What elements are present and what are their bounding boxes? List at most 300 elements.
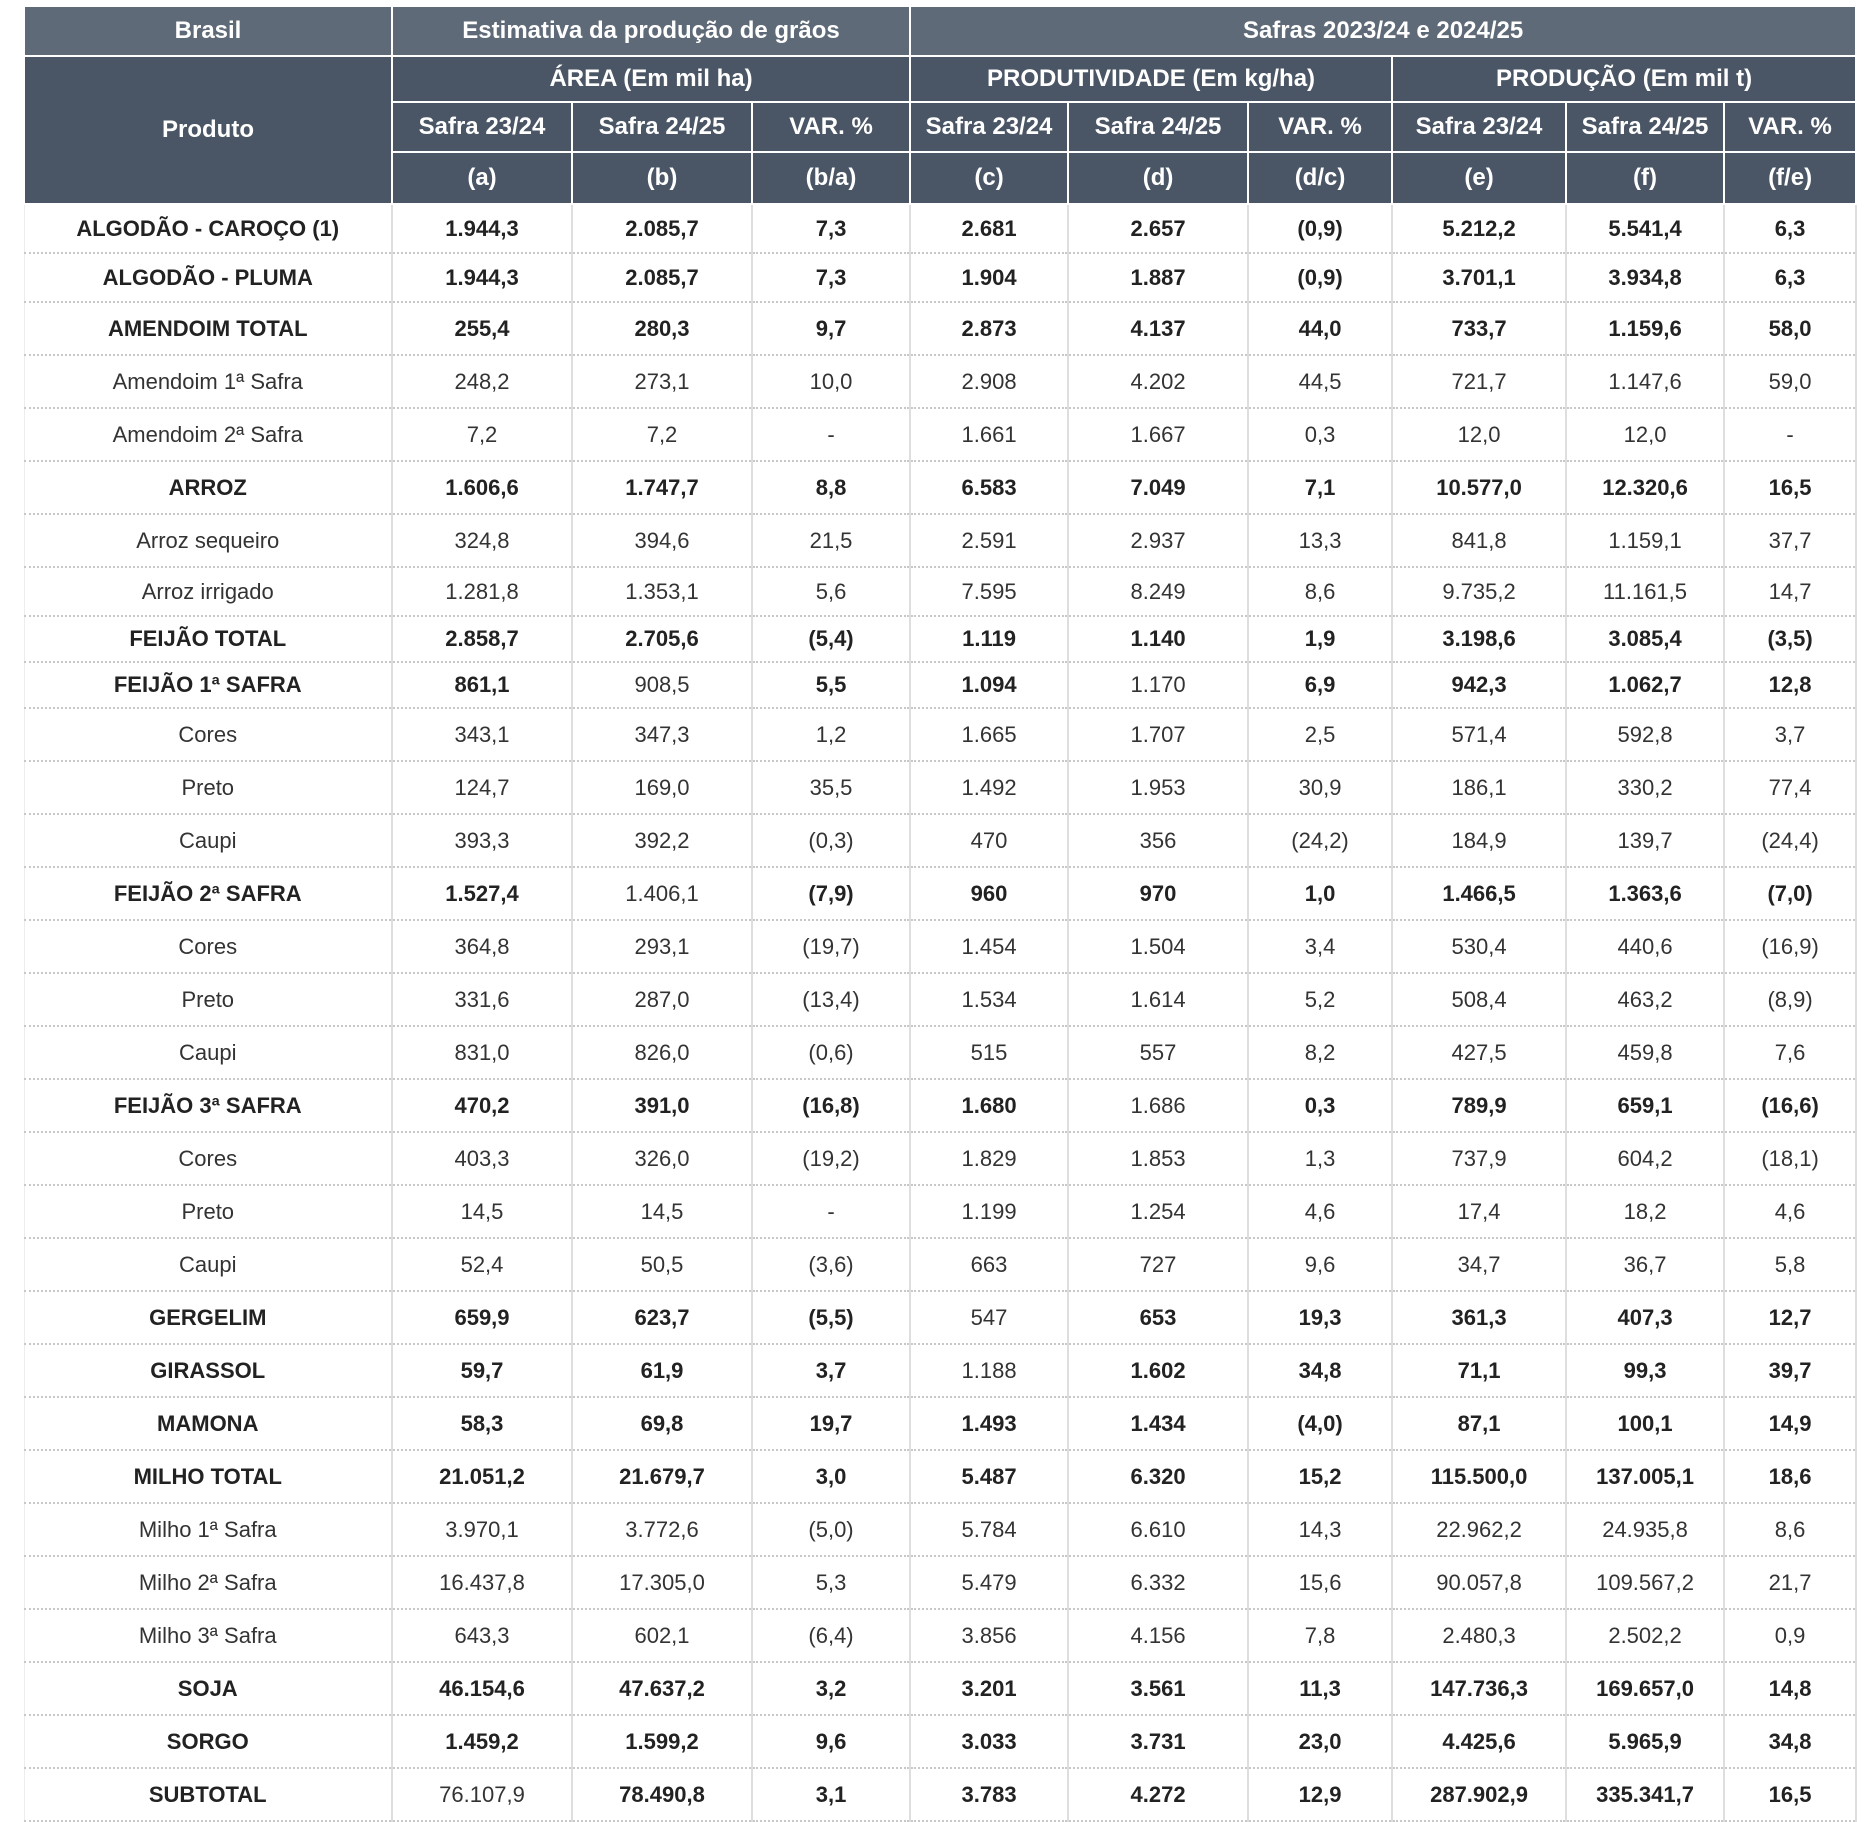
value-cell: 109.567,2	[1566, 1556, 1724, 1609]
value-cell: 604,2	[1566, 1132, 1724, 1185]
value-cell: 3.731	[1068, 1715, 1248, 1768]
value-cell: 8,2	[1248, 1026, 1392, 1079]
product-name-cell: FEIJÃO 3ª SAFRA	[24, 1079, 392, 1132]
value-cell: 1.353,1	[572, 567, 752, 616]
value-cell: 1.599,2	[572, 1715, 752, 1768]
product-name-cell: Preto	[24, 761, 392, 814]
table-row	[24, 1556, 1856, 1609]
value-cell: 3.561	[1068, 1662, 1248, 1715]
value-cell: 17,4	[1392, 1185, 1566, 1238]
value-cell: 9,6	[752, 1715, 910, 1768]
grain-production-table-container	[23, 5, 1855, 1822]
value-cell: 343,1	[392, 708, 572, 761]
value-cell: 1.602	[1068, 1344, 1248, 1397]
value-cell: 12,7	[1724, 1291, 1856, 1344]
value-cell: 330,2	[1566, 761, 1724, 814]
value-cell: 19,3	[1248, 1291, 1392, 1344]
value-cell: 14,5	[392, 1185, 572, 1238]
value-cell: 356	[1068, 814, 1248, 867]
value-cell: 393,3	[392, 814, 572, 867]
value-cell: 1.119	[910, 616, 1068, 662]
value-cell: 942,3	[1392, 662, 1566, 708]
value-cell: 1.829	[910, 1132, 1068, 1185]
value-cell: 280,3	[572, 302, 752, 355]
value-cell: (7,0)	[1724, 867, 1856, 920]
value-cell: 364,8	[392, 920, 572, 973]
value-cell: 8,8	[752, 461, 910, 514]
value-cell: 7,1	[1248, 461, 1392, 514]
value-cell: (24,2)	[1248, 814, 1392, 867]
value-cell: (24,4)	[1724, 814, 1856, 867]
header-area-var: VAR. %	[752, 102, 910, 152]
value-cell: 8,6	[1248, 567, 1392, 616]
value-cell: 1,2	[752, 708, 910, 761]
value-cell: 9.735,2	[1392, 567, 1566, 616]
value-cell: 1.454	[910, 920, 1068, 973]
value-cell: 459,8	[1566, 1026, 1724, 1079]
header-produto: Produto	[24, 56, 392, 204]
value-cell: 7,8	[1248, 1609, 1392, 1662]
value-cell: 7,2	[392, 408, 572, 461]
value-cell: 0,3	[1248, 408, 1392, 461]
table-row	[24, 1397, 1856, 1450]
header-area-safra2324: Safra 23/24	[392, 102, 572, 152]
header-code-c: (c)	[910, 152, 1068, 204]
value-cell: 47.637,2	[572, 1662, 752, 1715]
product-name-cell: Milho 2ª Safra	[24, 1556, 392, 1609]
value-cell: 1,9	[1248, 616, 1392, 662]
value-cell: 3.033	[910, 1715, 1068, 1768]
table-row	[24, 1344, 1856, 1397]
value-cell: 2.705,6	[572, 616, 752, 662]
table-row	[24, 1503, 1856, 1556]
table-row	[24, 355, 1856, 408]
value-cell: 1.606,6	[392, 461, 572, 514]
table-row	[24, 867, 1856, 920]
header-producao: PRODUÇÃO (Em mil t)	[1392, 56, 1856, 102]
table-body	[24, 204, 1856, 1821]
value-cell: 169.657,0	[1566, 1662, 1724, 1715]
header-producao-safra2425: Safra 24/25	[1566, 102, 1724, 152]
value-cell: 1.534	[910, 973, 1068, 1026]
value-cell: 1.406,1	[572, 867, 752, 920]
value-cell: 1.159,6	[1566, 302, 1724, 355]
value-cell: 7,3	[752, 204, 910, 253]
value-cell: (4,0)	[1248, 1397, 1392, 1450]
value-cell: 169,0	[572, 761, 752, 814]
value-cell: 403,3	[392, 1132, 572, 1185]
product-name-cell: GERGELIM	[24, 1291, 392, 1344]
header-produtividade: PRODUTIVIDADE (Em kg/ha)	[910, 56, 1392, 102]
value-cell: 826,0	[572, 1026, 752, 1079]
value-cell: 44,5	[1248, 355, 1392, 408]
value-cell: (3,5)	[1724, 616, 1856, 662]
value-cell: (7,9)	[752, 867, 910, 920]
value-cell: 1.667	[1068, 408, 1248, 461]
header-code-e: (e)	[1392, 152, 1566, 204]
value-cell: 1.493	[910, 1397, 1068, 1450]
value-cell: 2.908	[910, 355, 1068, 408]
value-cell: 273,1	[572, 355, 752, 408]
value-cell: 59,7	[392, 1344, 572, 1397]
value-cell: 8,6	[1724, 1503, 1856, 1556]
value-cell: 50,5	[572, 1238, 752, 1291]
product-name-cell: ARROZ	[24, 461, 392, 514]
value-cell: 23,0	[1248, 1715, 1392, 1768]
value-cell: 16.437,8	[392, 1556, 572, 1609]
table-row	[24, 1238, 1856, 1291]
value-cell: 7,6	[1724, 1026, 1856, 1079]
value-cell: 34,8	[1724, 1715, 1856, 1768]
value-cell: 908,5	[572, 662, 752, 708]
value-cell: 1.147,6	[1566, 355, 1724, 408]
value-cell: 248,2	[392, 355, 572, 408]
value-cell: (16,8)	[752, 1079, 910, 1132]
value-cell: 61,9	[572, 1344, 752, 1397]
header-code-d: (d)	[1068, 152, 1248, 204]
product-name-cell: Caupi	[24, 814, 392, 867]
product-name-cell: Preto	[24, 973, 392, 1026]
value-cell: 5,6	[752, 567, 910, 616]
value-cell: 147.736,3	[1392, 1662, 1566, 1715]
value-cell: 71,1	[1392, 1344, 1566, 1397]
table-row	[24, 973, 1856, 1026]
value-cell: 463,2	[1566, 973, 1724, 1026]
value-cell: -	[752, 1185, 910, 1238]
value-cell: 21,5	[752, 514, 910, 567]
value-cell: 1.953	[1068, 761, 1248, 814]
header-estimativa: Estimativa da produção de grãos	[392, 6, 910, 56]
table-row	[24, 1026, 1856, 1079]
value-cell: 4,6	[1724, 1185, 1856, 1238]
value-cell: 1.665	[910, 708, 1068, 761]
value-cell: 8.249	[1068, 567, 1248, 616]
value-cell: 4.156	[1068, 1609, 1248, 1662]
value-cell: 58,3	[392, 1397, 572, 1450]
value-cell: 52,4	[392, 1238, 572, 1291]
value-cell: 659,1	[1566, 1079, 1724, 1132]
value-cell: 35,5	[752, 761, 910, 814]
value-cell: 14,5	[572, 1185, 752, 1238]
value-cell: 1.614	[1068, 973, 1248, 1026]
value-cell: (19,7)	[752, 920, 910, 973]
value-cell: 3.934,8	[1566, 253, 1724, 302]
value-cell: 721,7	[1392, 355, 1566, 408]
value-cell: 19,7	[752, 1397, 910, 1450]
value-cell: 14,7	[1724, 567, 1856, 616]
value-cell: 3,2	[752, 1662, 910, 1715]
value-cell: 3.772,6	[572, 1503, 752, 1556]
product-name-cell: Preto	[24, 1185, 392, 1238]
value-cell: 7.049	[1068, 461, 1248, 514]
value-cell: 1.492	[910, 761, 1068, 814]
value-cell: 24.935,8	[1566, 1503, 1724, 1556]
value-cell: 58,0	[1724, 302, 1856, 355]
value-cell: (16,6)	[1724, 1079, 1856, 1132]
value-cell: 77,4	[1724, 761, 1856, 814]
value-cell: (5,5)	[752, 1291, 910, 1344]
value-cell: 392,2	[572, 814, 752, 867]
value-cell: (0,3)	[752, 814, 910, 867]
value-cell: 100,1	[1566, 1397, 1724, 1450]
value-cell: 137.005,1	[1566, 1450, 1724, 1503]
value-cell: 1.254	[1068, 1185, 1248, 1238]
value-cell: 21,7	[1724, 1556, 1856, 1609]
value-cell: 3.701,1	[1392, 253, 1566, 302]
value-cell: 21.679,7	[572, 1450, 752, 1503]
value-cell: -	[1724, 408, 1856, 461]
value-cell: 3.970,1	[392, 1503, 572, 1556]
value-cell: 14,3	[1248, 1503, 1392, 1556]
value-cell: 37,7	[1724, 514, 1856, 567]
table-row	[24, 461, 1856, 514]
value-cell: 2.937	[1068, 514, 1248, 567]
table-row	[24, 253, 1856, 302]
value-cell: 5.784	[910, 1503, 1068, 1556]
value-cell: 0,3	[1248, 1079, 1392, 1132]
product-name-cell: Caupi	[24, 1026, 392, 1079]
value-cell: (19,2)	[752, 1132, 910, 1185]
value-cell: 13,3	[1248, 514, 1392, 567]
value-cell: 15,6	[1248, 1556, 1392, 1609]
value-cell: 3,7	[752, 1344, 910, 1397]
product-name-cell: SORGO	[24, 1715, 392, 1768]
value-cell: 1.747,7	[572, 461, 752, 514]
value-cell: 1.140	[1068, 616, 1248, 662]
value-cell: 36,7	[1566, 1238, 1724, 1291]
value-cell: 335.341,7	[1566, 1768, 1724, 1821]
product-name-cell: MAMONA	[24, 1397, 392, 1450]
table-row	[24, 814, 1856, 867]
value-cell: 737,9	[1392, 1132, 1566, 1185]
value-cell: 361,3	[1392, 1291, 1566, 1344]
product-name-cell: ALGODÃO - CAROÇO (1)	[24, 204, 392, 253]
table-row	[24, 1079, 1856, 1132]
header-code-dc: (d/c)	[1248, 152, 1392, 204]
value-cell: (8,9)	[1724, 973, 1856, 1026]
value-cell: 139,7	[1566, 814, 1724, 867]
value-cell: 14,8	[1724, 1662, 1856, 1715]
table-row	[24, 662, 1856, 708]
value-cell: 4.137	[1068, 302, 1248, 355]
table-row	[24, 761, 1856, 814]
value-cell: 1.904	[910, 253, 1068, 302]
value-cell: 10.577,0	[1392, 461, 1566, 514]
value-cell: 1.944,3	[392, 204, 572, 253]
value-cell: 2.657	[1068, 204, 1248, 253]
value-cell: 18,6	[1724, 1450, 1856, 1503]
product-name-cell: SOJA	[24, 1662, 392, 1715]
grain-production-table	[23, 5, 1857, 1822]
header-code-a: (a)	[392, 152, 572, 204]
value-cell: 663	[910, 1238, 1068, 1291]
value-cell: 3.085,4	[1566, 616, 1724, 662]
product-name-cell: GIRASSOL	[24, 1344, 392, 1397]
value-cell: 12,0	[1566, 408, 1724, 461]
value-cell: 99,3	[1566, 1344, 1724, 1397]
header-code-ba: (b/a)	[752, 152, 910, 204]
table-row	[24, 1450, 1856, 1503]
value-cell: 6.332	[1068, 1556, 1248, 1609]
value-cell: 470	[910, 814, 1068, 867]
value-cell: 1.887	[1068, 253, 1248, 302]
value-cell: 7.595	[910, 567, 1068, 616]
value-cell: 1.434	[1068, 1397, 1248, 1450]
value-cell: 347,3	[572, 708, 752, 761]
value-cell: 1.504	[1068, 920, 1248, 973]
value-cell: 9,7	[752, 302, 910, 355]
table-row	[24, 204, 1856, 253]
value-cell: 22.962,2	[1392, 1503, 1566, 1556]
value-cell: 1.159,1	[1566, 514, 1724, 567]
value-cell: 861,1	[392, 662, 572, 708]
value-cell: 1.094	[910, 662, 1068, 708]
value-cell: 12.320,6	[1566, 461, 1724, 514]
table-row	[24, 1291, 1856, 1344]
value-cell: (5,0)	[752, 1503, 910, 1556]
value-cell: 2.480,3	[1392, 1609, 1566, 1662]
value-cell: 12,0	[1392, 408, 1566, 461]
value-cell: 34,7	[1392, 1238, 1566, 1291]
value-cell: 1.686	[1068, 1079, 1248, 1132]
product-name-cell: Milho 1ª Safra	[24, 1503, 392, 1556]
value-cell: 1.944,3	[392, 253, 572, 302]
value-cell: -	[752, 408, 910, 461]
value-cell: 841,8	[1392, 514, 1566, 567]
value-cell: 326,0	[572, 1132, 752, 1185]
value-cell: 7,2	[572, 408, 752, 461]
value-cell: 2.858,7	[392, 616, 572, 662]
value-cell: 76.107,9	[392, 1768, 572, 1821]
value-cell: 3,4	[1248, 920, 1392, 973]
value-cell: 1.661	[910, 408, 1068, 461]
header-producao-safra2324: Safra 23/24	[1392, 102, 1566, 152]
value-cell: 16,5	[1724, 461, 1856, 514]
value-cell: 3,7	[1724, 708, 1856, 761]
value-cell: 727	[1068, 1238, 1248, 1291]
product-name-cell: SUBTOTAL	[24, 1768, 392, 1821]
value-cell: 12,8	[1724, 662, 1856, 708]
product-name-cell: Amendoim 1ª Safra	[24, 355, 392, 408]
value-cell: 87,1	[1392, 1397, 1566, 1450]
value-cell: 2.681	[910, 204, 1068, 253]
table-row	[24, 514, 1856, 567]
value-cell: 1.281,8	[392, 567, 572, 616]
table-row	[24, 567, 1856, 616]
value-cell: 5.479	[910, 1556, 1068, 1609]
value-cell: 186,1	[1392, 761, 1566, 814]
value-cell: 5.541,4	[1566, 204, 1724, 253]
header-prod-safra2425: Safra 24/25	[1068, 102, 1248, 152]
table-row	[24, 302, 1856, 355]
product-name-cell: Amendoim 2ª Safra	[24, 408, 392, 461]
value-cell: 16,5	[1724, 1768, 1856, 1821]
value-cell: 2.085,7	[572, 204, 752, 253]
value-cell: 1,0	[1248, 867, 1392, 920]
value-cell: 7,3	[752, 253, 910, 302]
header-code-f: (f)	[1566, 152, 1724, 204]
value-cell: 394,6	[572, 514, 752, 567]
product-name-cell: FEIJÃO 2ª SAFRA	[24, 867, 392, 920]
value-cell: 1.188	[910, 1344, 1068, 1397]
header-area-safra2425: Safra 24/25	[572, 102, 752, 152]
value-cell: 5,2	[1248, 973, 1392, 1026]
value-cell: 17.305,0	[572, 1556, 752, 1609]
value-cell: 184,9	[1392, 814, 1566, 867]
value-cell: 30,9	[1248, 761, 1392, 814]
value-cell: 5.487	[910, 1450, 1068, 1503]
value-cell: 659,9	[392, 1291, 572, 1344]
value-cell: 331,6	[392, 973, 572, 1026]
value-cell: (5,4)	[752, 616, 910, 662]
value-cell: 11.161,5	[1566, 567, 1724, 616]
value-cell: 1.363,6	[1566, 867, 1724, 920]
table-row	[24, 1185, 1856, 1238]
value-cell: 3.783	[910, 1768, 1068, 1821]
value-cell: 9,6	[1248, 1238, 1392, 1291]
value-cell: 3.201	[910, 1662, 1068, 1715]
value-cell: 0,9	[1724, 1609, 1856, 1662]
value-cell: 11,3	[1248, 1662, 1392, 1715]
value-cell: 21.051,2	[392, 1450, 572, 1503]
value-cell: 1.459,2	[392, 1715, 572, 1768]
value-cell: (16,9)	[1724, 920, 1856, 973]
value-cell: 508,4	[1392, 973, 1566, 1026]
value-cell: 255,4	[392, 302, 572, 355]
value-cell: 1.199	[910, 1185, 1068, 1238]
value-cell: 602,1	[572, 1609, 752, 1662]
value-cell: 6,9	[1248, 662, 1392, 708]
value-cell: 287,0	[572, 973, 752, 1026]
value-cell: 960	[910, 867, 1068, 920]
product-name-cell: MILHO TOTAL	[24, 1450, 392, 1503]
header-brasil: Brasil	[24, 6, 392, 56]
value-cell: 2,5	[1248, 708, 1392, 761]
product-name-cell: FEIJÃO 1ª SAFRA	[24, 662, 392, 708]
value-cell: 287.902,9	[1392, 1768, 1566, 1821]
value-cell: (0,6)	[752, 1026, 910, 1079]
value-cell: 4,6	[1248, 1185, 1392, 1238]
value-cell: 407,3	[1566, 1291, 1724, 1344]
table-row	[24, 1662, 1856, 1715]
value-cell: 3,0	[752, 1450, 910, 1503]
value-cell: 6.610	[1068, 1503, 1248, 1556]
value-cell: 3.198,6	[1392, 616, 1566, 662]
value-cell: 5,3	[752, 1556, 910, 1609]
product-name-cell: ALGODÃO - PLUMA	[24, 253, 392, 302]
value-cell: 324,8	[392, 514, 572, 567]
product-name-cell: Milho 3ª Safra	[24, 1609, 392, 1662]
header-area: ÁREA (Em mil ha)	[392, 56, 910, 102]
value-cell: 3,1	[752, 1768, 910, 1821]
value-cell: 391,0	[572, 1079, 752, 1132]
value-cell: 6.320	[1068, 1450, 1248, 1503]
value-cell: 1.170	[1068, 662, 1248, 708]
value-cell: 39,7	[1724, 1344, 1856, 1397]
header-prod-var: VAR. %	[1248, 102, 1392, 152]
value-cell: 733,7	[1392, 302, 1566, 355]
table-row	[24, 1132, 1856, 1185]
value-cell: 470,2	[392, 1079, 572, 1132]
product-name-cell: Cores	[24, 708, 392, 761]
value-cell: 1.853	[1068, 1132, 1248, 1185]
header-producao-var: VAR. %	[1724, 102, 1856, 152]
product-name-cell: Arroz sequeiro	[24, 514, 392, 567]
value-cell: 2.591	[910, 514, 1068, 567]
value-cell: 46.154,6	[392, 1662, 572, 1715]
value-cell: 2.502,2	[1566, 1609, 1724, 1662]
value-cell: (0,9)	[1248, 204, 1392, 253]
